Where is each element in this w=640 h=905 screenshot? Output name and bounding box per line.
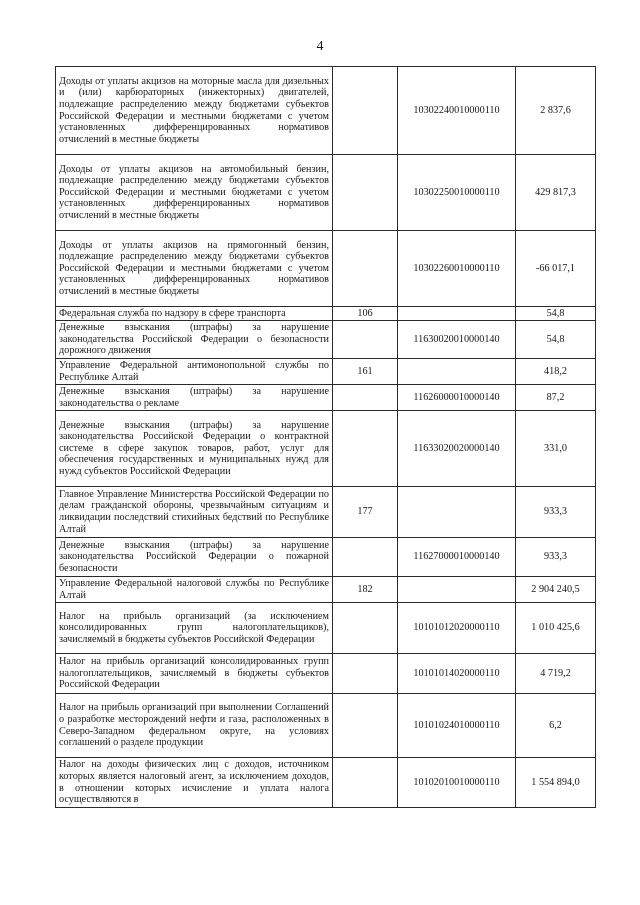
row-admin-code	[333, 321, 398, 359]
row-amount: 54,8	[516, 321, 596, 359]
row-budget-code: 10302260010000110	[398, 231, 516, 307]
row-amount: 2 904 240,5	[516, 577, 596, 603]
row-budget-code: 11626000010000140	[398, 385, 516, 411]
row-name: Доходы от уплаты акцизов на автомобильный бензин, подлежащие распределению между бюджетами субъектов Российской Федерации и местными бюджетами с учетом установленных дифференцированных нормативов отчислений в местные бюджеты	[56, 155, 333, 231]
table-row	[56, 359, 596, 385]
row-admin-code: 182	[333, 577, 398, 603]
table-row	[56, 321, 596, 359]
row-amount: 418,2	[516, 359, 596, 385]
page-number: 4	[316, 39, 324, 54]
row-admin-code: 177	[333, 487, 398, 538]
row-budget-code: 11633020020000140	[398, 411, 516, 487]
row-budget-code: 10101014020000110	[398, 654, 516, 694]
table-row	[56, 577, 596, 603]
row-name: Федеральная служба по надзору в сфере транспорта	[56, 307, 333, 321]
row-admin-code	[333, 155, 398, 231]
row-name: Налог на прибыль организаций консолидированных групп налогоплательщиков, зачисляемый в бюджеты субъектов Российской Федерации	[56, 654, 333, 694]
row-amount: 1 554 894,0	[516, 758, 596, 808]
row-name: Главное Управление Министерства Российской Федерации по делам гражданской обороны, чрезвычайным ситуациям и ликвидации последствий стихийных бедствий по Республике Алтай	[56, 487, 333, 538]
table-row	[56, 538, 596, 577]
row-admin-code	[333, 67, 398, 155]
row-budget-code	[398, 307, 516, 321]
row-amount: 54,8	[516, 307, 596, 321]
row-name: Доходы от уплаты акцизов на прямогонный бензин, подлежащие распределению между бюджетами субъектов Российской Федерации и местными бюджетами с учетом установленных дифференцированных нормативов отчислений в местные бюджеты	[56, 231, 333, 307]
row-amount: 2 837,6	[516, 67, 596, 155]
table-row	[56, 487, 596, 538]
table-row	[56, 654, 596, 694]
row-name: Налог на прибыль организаций (за исключением консолидированных групп налогоплательщиков), зачисляемый в бюджеты субъектов Российской Федерации	[56, 603, 333, 654]
row-budget-code: 11630020010000140	[398, 321, 516, 359]
row-name: Доходы от уплаты акцизов на моторные масла для дизельных и (или) карбюраторных (инжекторных) двигателей, подлежащие распределению между бюджетами субъектов Российской Федерации и местными бюджетами с учетом установленных дифференцированных нормативов отчислений в местные бюджеты	[56, 67, 333, 155]
row-admin-code	[333, 654, 398, 694]
row-name: Управление Федеральной налоговой службы по Республике Алтай	[56, 577, 333, 603]
row-name: Налог на доходы физических лиц с доходов, источником которых является налоговый агент, за исключением доходов, в отношении которых исчисление и уплата налога осуществляются в	[56, 758, 333, 808]
row-admin-code	[333, 694, 398, 758]
table-row	[56, 603, 596, 654]
row-name: Денежные взыскания (штрафы) за нарушение законодательства Российской Федерации о безопасности дорожного движения	[56, 321, 333, 359]
row-budget-code: 10102010010000110	[398, 758, 516, 808]
table-row	[56, 155, 596, 231]
row-amount: 933,3	[516, 487, 596, 538]
row-budget-code: 10101012020000110	[398, 603, 516, 654]
row-amount: 331,0	[516, 411, 596, 487]
row-amount: 4 719,2	[516, 654, 596, 694]
table-row	[56, 67, 596, 155]
row-name: Денежные взыскания (штрафы) за нарушение законодательства о рекламе	[56, 385, 333, 411]
row-amount: 429 817,3	[516, 155, 596, 231]
row-budget-code	[398, 577, 516, 603]
row-admin-code	[333, 231, 398, 307]
row-budget-code: 10302250010000110	[398, 155, 516, 231]
row-amount: -66 017,1	[516, 231, 596, 307]
row-budget-code: 10101024010000110	[398, 694, 516, 758]
row-budget-code	[398, 359, 516, 385]
row-admin-code: 106	[333, 307, 398, 321]
row-amount: 6,2	[516, 694, 596, 758]
row-admin-code: 161	[333, 359, 398, 385]
row-amount: 1 010 425,6	[516, 603, 596, 654]
row-admin-code	[333, 603, 398, 654]
table-row	[56, 411, 596, 487]
revenue-table	[55, 66, 596, 808]
row-budget-code	[398, 487, 516, 538]
row-name: Управление Федеральной антимонопольной службы по Республике Алтай	[56, 359, 333, 385]
row-name: Денежные взыскания (штрафы) за нарушение законодательства Российской Федерации о контрактной системе в сфере закупок товаров, работ, услуг для обеспечения государственных и муниципальных нужд для нужд субъектов Российской Федерации	[56, 411, 333, 487]
row-name: Денежные взыскания (штрафы) за нарушение законодательства Российской Федерации о пожарной безопасности	[56, 538, 333, 577]
table-row	[56, 307, 596, 321]
row-admin-code	[333, 538, 398, 577]
table-row	[56, 694, 596, 758]
table-row	[56, 385, 596, 411]
table-row	[56, 758, 596, 808]
row-admin-code	[333, 758, 398, 808]
table-row	[56, 231, 596, 307]
row-amount: 87,2	[516, 385, 596, 411]
row-budget-code: 10302240010000110	[398, 67, 516, 155]
row-budget-code: 11627000010000140	[398, 538, 516, 577]
row-name: Налог на прибыль организаций при выполнении Соглашений о разработке месторождений нефти и газа, расположенных в Северо-Западном федеральном округе, на условиях соглашений о разделе продукции	[56, 694, 333, 758]
row-admin-code	[333, 385, 398, 411]
row-amount: 933,3	[516, 538, 596, 577]
row-admin-code	[333, 411, 398, 487]
